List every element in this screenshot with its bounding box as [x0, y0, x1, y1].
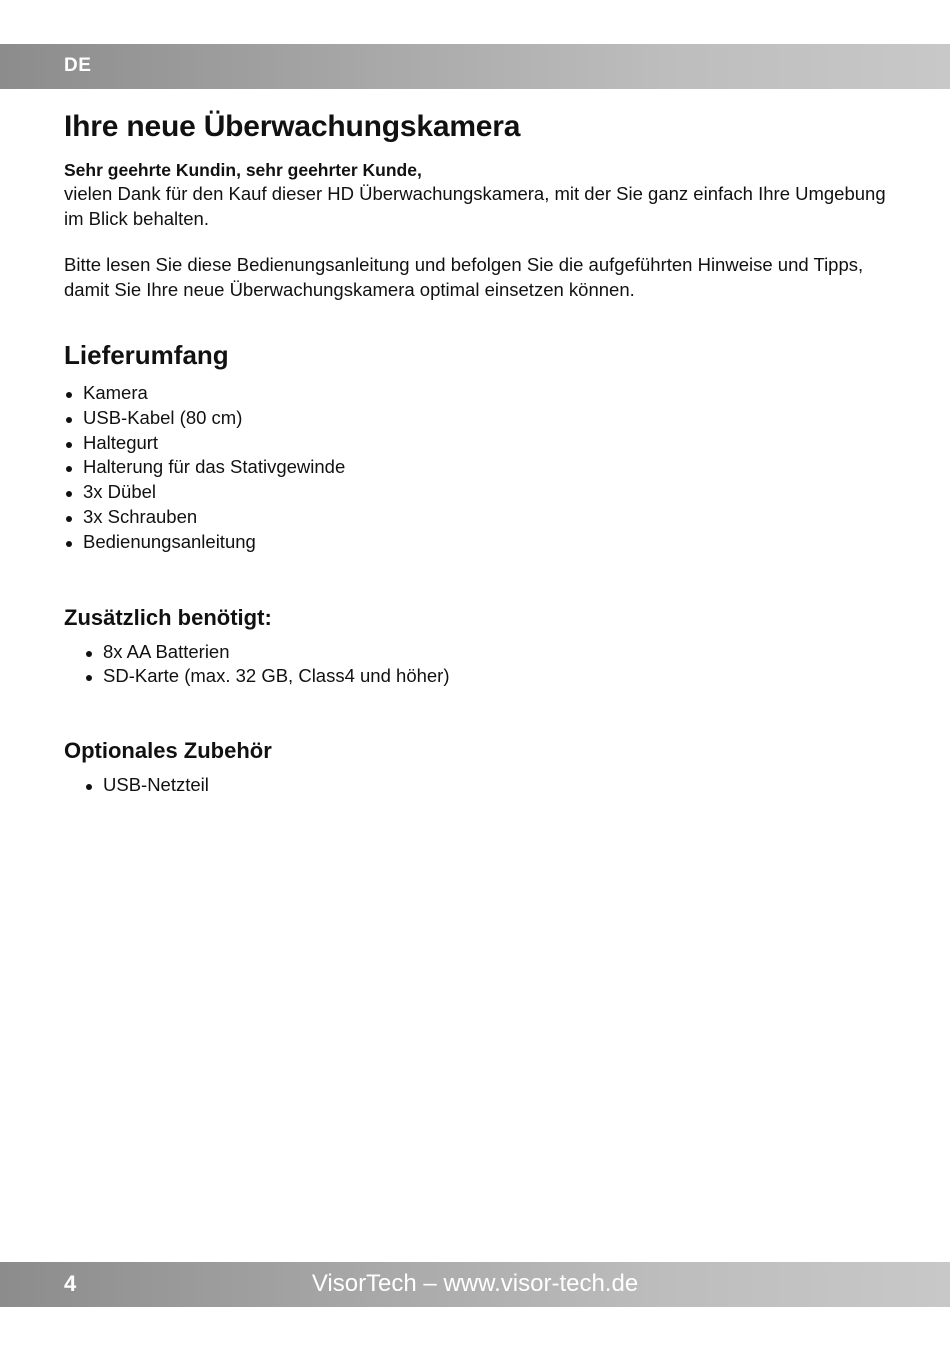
page-content [64, 108, 894, 798]
list-item-label: 3x Schrauben [83, 505, 198, 527]
intro-paragraph: vielen Dank für den Kauf dieser HD Überwachungskamera, mit der Sie ganz einfach Ihre Umgebung im Blick behalten. [64, 183, 886, 229]
instructions-paragraph: Bitte lesen Sie diese Bedienungsanleitung und befolgen Sie die aufgeführten Hinweise und Tipps, damit Sie Ihre neue Überwachungskamera optimal einsetzen können. [64, 254, 864, 300]
bullet-icon [86, 651, 92, 657]
language-label: DE [64, 55, 92, 76]
greeting: Sehr geehrte Kundin, sehr geehrter Kunde, [64, 160, 422, 180]
list-item [64, 664, 894, 689]
page-number: 4 [64, 1271, 77, 1296]
list-item [64, 505, 894, 530]
list-item-label: USB-Netzteil [103, 774, 209, 796]
list-item [64, 640, 894, 665]
header-bar [0, 44, 950, 89]
list-item [64, 480, 894, 505]
bullet-icon [66, 516, 72, 522]
footer-brand: VisorTech – www.visor-tech.de [311, 1270, 639, 1297]
list-item-label: USB-Kabel (80 cm) [83, 406, 243, 428]
bullet-icon [66, 442, 72, 448]
bullet-icon [66, 491, 72, 497]
footer-bar [0, 1262, 950, 1307]
list-item [64, 455, 894, 480]
bullet-icon [86, 784, 92, 790]
page-title: Ihre neue Überwachungskamera [64, 110, 521, 143]
list-item [64, 773, 894, 798]
list-item-label: Haltegurt [83, 431, 159, 453]
list-item-label: 8x AA Batterien [103, 640, 230, 662]
list-item [64, 406, 894, 431]
bullet-icon [66, 417, 72, 423]
list-item-label: Kamera [83, 382, 148, 403]
optional-list [64, 773, 894, 798]
required-list [64, 640, 894, 690]
list-item-label: Halterung für das Stativgewinde [83, 456, 346, 478]
list-item-label: SD-Karte (max. 32 GB, Class4 und höher) [103, 665, 450, 687]
optional-heading: Optionales Zubehör [64, 738, 272, 764]
bullet-icon [66, 466, 72, 472]
bullet-icon [66, 392, 72, 398]
delivery-heading: Lieferumfang [64, 340, 229, 370]
list-item-label: 3x Dübel [83, 481, 157, 503]
list-item [64, 381, 894, 406]
list-item [64, 530, 894, 555]
bullet-icon [86, 675, 92, 681]
list-item [64, 431, 894, 456]
bullet-icon [66, 541, 72, 547]
delivery-list [64, 381, 894, 555]
list-item-label: Bedienungsanleitung [83, 530, 256, 552]
required-heading: Zusätzlich benötigt: [64, 604, 272, 630]
